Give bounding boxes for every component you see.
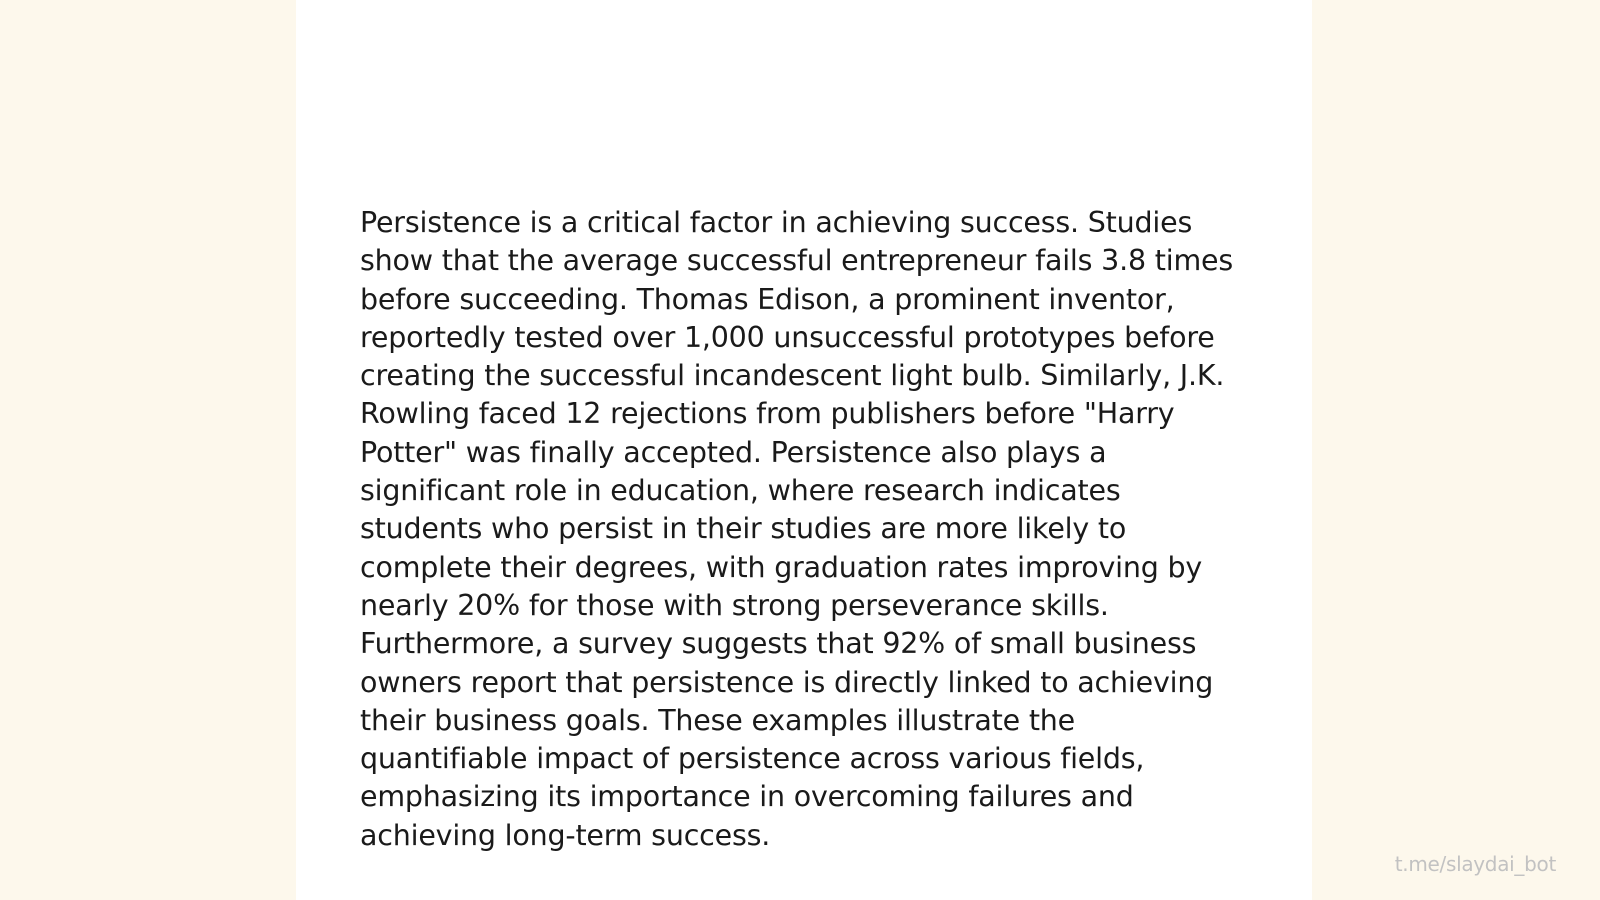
body-paragraph: Persistence is a critical factor in achieving success. Studies show that the average successful entrepreneur fails 3.8 times before succeeding. Thomas Edison, a prominent inventor, reportedly tested over 1,000 unsuccessful prototypes before creating the successful incandescent light bulb. Similarly, J.K. Rowling faced 12 rejections from publishers before "Harry Potter" was finally accepted. Persistence also plays a significant role in education, where research indicates students who persist in their studies are more likely to complete their degrees, with graduation rates improving by nearly 20% for those with strong perseverance skills. Furthermore, a survey suggests that 92% of small business owners report that persistence is directly linked to achieving their business goals. These examples illustrate the quantifiable impact of persistence across various fields, emphasizing its importance in overcoming failures and achieving long-term success. — [360, 206, 1233, 852]
document-page — [296, 0, 1312, 900]
watermark-text: t.me/slaydai_bot — [1394, 852, 1556, 876]
